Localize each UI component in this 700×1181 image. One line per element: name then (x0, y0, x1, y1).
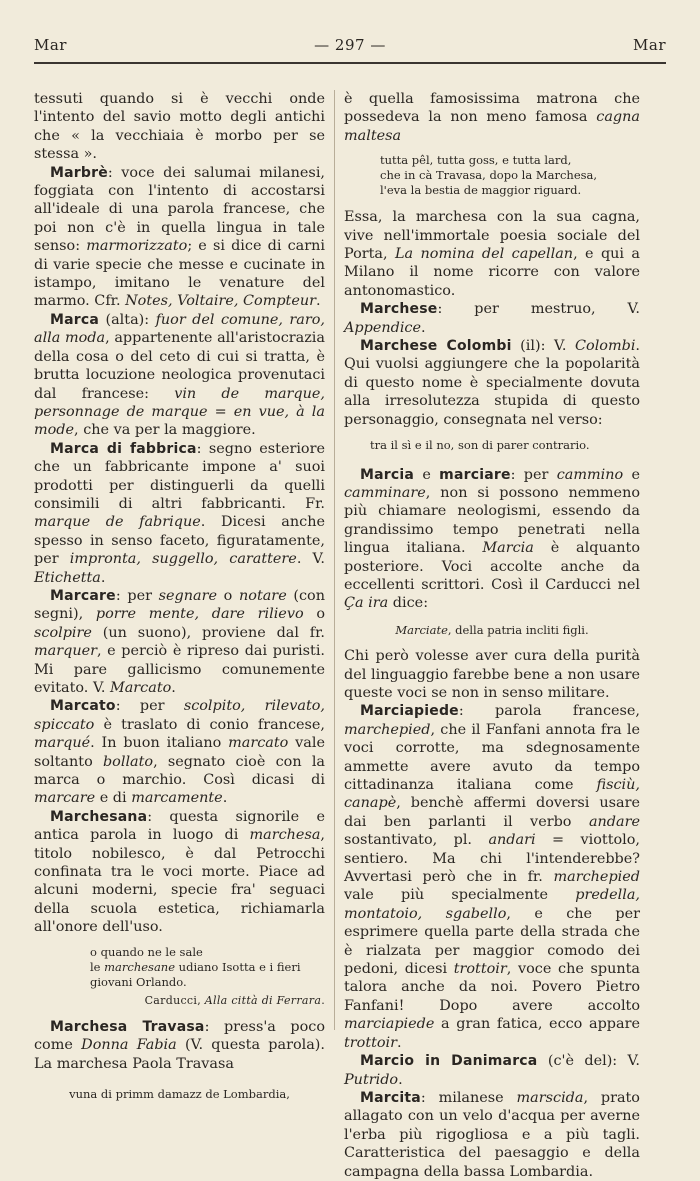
header-right: Mar (633, 36, 666, 54)
entry-marchesa-travasa: Marchesa Travasa: press'a poco come Donna Fabia (V. questa parola). La marchesa Paola Travasa (34, 1018, 325, 1072)
headword: Marbrè (50, 164, 108, 181)
running-header (34, 36, 666, 58)
headword: Marcia (360, 466, 415, 483)
left-column (34, 90, 325, 1103)
right-column (344, 90, 640, 1181)
entry-marca-di-fabbrica: Marca di fabbrica: segno esteriore che un fabbricante impone a' suoi prodotti per distinguerli da quelli consimili di altri fabbricanti. Fr. marque de fabrique. Dicesi anche spesso in senso faceto, figuratamente, per impronta, suggello, carattere. V. Etichetta. (34, 440, 326, 586)
headword: Marchese (360, 301, 438, 318)
headword: marciare (439, 466, 511, 483)
verse-attribution: Carducci, Alla città di Ferrara. (144, 993, 325, 1007)
paragraph: Essa, la marchesa con la sua cagna, vive nell'immortale poesia sociale del Porta, La nomina del capellan, e qui a Milano il nome ricorre con valore antonomastico. (344, 209, 641, 299)
entry-marchese: Marchese: per mestruo, V. Appendice. (344, 301, 640, 336)
headword: Marcare (50, 587, 116, 604)
page-number: — 297 — (314, 36, 386, 54)
entry-marcia: Marcia e marciare: per cammino e camminare, non si possono nemmeno più chiamare neologismi, essendo da grandissimo tempo penetrati nella lingua italiana. Marcia è alquanto posteriore. Voci accolte anche da eccellenti scrittori. Così il Carducci nel Ça ira dice: (344, 466, 641, 612)
header-left: Mar (34, 36, 67, 54)
entry-marchesana: Marchesana: questa signorile e antica parola in luogo di marchesa, titolo nobilesco, è dal Petrocchi confinata tra le voci morte. Piace ad alcuni moderni, specie fra' seguaci della scuola estetica, richiamarla all'onore dell'uso. (34, 808, 325, 936)
verse-quote-carducci: o quando ne le sale le marchesane udiano Isotta e i fieri giovani Orlando. Carducci, Alla città di Ferrara. (90, 944, 325, 1007)
paragraph-continuation: è quella famosissima matrona che possedeva la non meno famosa cagna maltesa (344, 91, 640, 144)
entry-marcato: Marcato: per scolpito, rilevato, spiccato è traslato di conio francese, marqué. In buon italiano marcato vale soltanto bollato, segnato cioè con la marca o marchio. Così dicasi di marcare e di marcamente. (34, 698, 326, 807)
column-divider (334, 90, 335, 1030)
entry-marbre: Marbrè: voce dei salumai milanesi, foggiata con l'intento di accostarsi all'ideale di una parola francese, che poi non c'è in quella lingua in tale senso: marmorizzato; e si dice di carni di varie specie che messe e cucinate in istampo, imitano le venature del marmo. Cfr. Notes, Voltaire, Compteur. (34, 164, 325, 310)
headword: Marcato (50, 698, 116, 715)
headword: Marca di fabbrica (50, 440, 197, 457)
headword: Marca (50, 311, 100, 328)
entry-marciapiede: Marciapiede: parola francese, marchepied, che il Fanfani annota fra le voci corrotte, ma sdegnosamente ammette avere avuto da tempo cittadinanza italiana come fisciù, canapè, benchè affermi doversi usare dai ben parlanti il verbo andare sostantivato, pl. andari = viottolo, sentiero. Ma chi l'intenderebbe? Avvertasi però che in fr. marchepied vale più specialmente predella, montatoio, sgabello, e che per esprimere quella parte della strada che è rialzata per maggior comodo dei pedoni, dicesi trottoir, voce che spunta talora anche da noi. Povero Pietro Fanfani! Dopo avere accolto marciapiede a gran fatica, ecco appare trottoir. (344, 703, 641, 1051)
headword: Marchesana (50, 808, 148, 825)
paragraph-continuation: tessuti quando si è vecchi onde l'intento del savio motto degli antichi che « la vecchiaia è morbo per se stessa ». (34, 91, 325, 163)
entry-marca: Marca (alta): fuor del comune, raro, alla moda, appartenente all'aristocrazia della cosa o del ceto di cui si tratta, è brutta locuzione neologica provenutaci dal francese: vin de marque, personnage de marque = en vue, à la mode, che va per la maggiore. (34, 311, 325, 439)
headword: Marciapiede (360, 703, 459, 720)
verse-line: tra il sì e il no, son di parer contrario. (370, 438, 590, 453)
entry-marchese-colombi: Marchese Colombi (il): V. Colombi. Qui vuolsi aggiungere che la popolarità di questo nome è specialmente dovuta alla irresolutezza stupida di questo personaggio, consegnata nel verso: (344, 338, 640, 428)
headword: Marchesa Travasa (50, 1018, 205, 1035)
entry-marcita: Marcita: milanese marscida, prato allagato con un velo d'acqua per averne l'erba più rigogliosa e a più tagli. Caratteristica del paesaggio e della campagna della bassa Lombardia. (344, 1089, 640, 1180)
paragraph: Chi però volesse aver cura della purità del linguaggio farebbe bene a non usare queste voci se non in senso militare. (344, 648, 640, 701)
entry-marcare: Marcare: per segnare o notare (con segni), porre mente, dare rilievo o scolpire (un suono), proviene dal fr. marquer, e perciò è ripreso dai puristi. Mi pare gallicismo comunemente evitato. V. Marcato. (34, 587, 325, 696)
header-rule (34, 62, 666, 64)
verse-line: Marciate, della patria incliti figli. (395, 622, 589, 637)
verse-quote-porta: tutta pêl, tutta goss, e tutta lard, che in cà Travasa, dopo la Marchesa, l'eva la bestia de maggior riguard. (380, 153, 598, 198)
entry-marcio-in-danimarca: Marcio in Danimarca (c'è del): V. Putrido. (344, 1053, 640, 1088)
headword: Marcio in Danimarca (360, 1053, 538, 1070)
verse-line: vuna di primm damazz de Lombardia, (69, 1086, 290, 1101)
headword: Marcita (360, 1089, 421, 1106)
headword: Marchese Colombi (360, 338, 512, 355)
